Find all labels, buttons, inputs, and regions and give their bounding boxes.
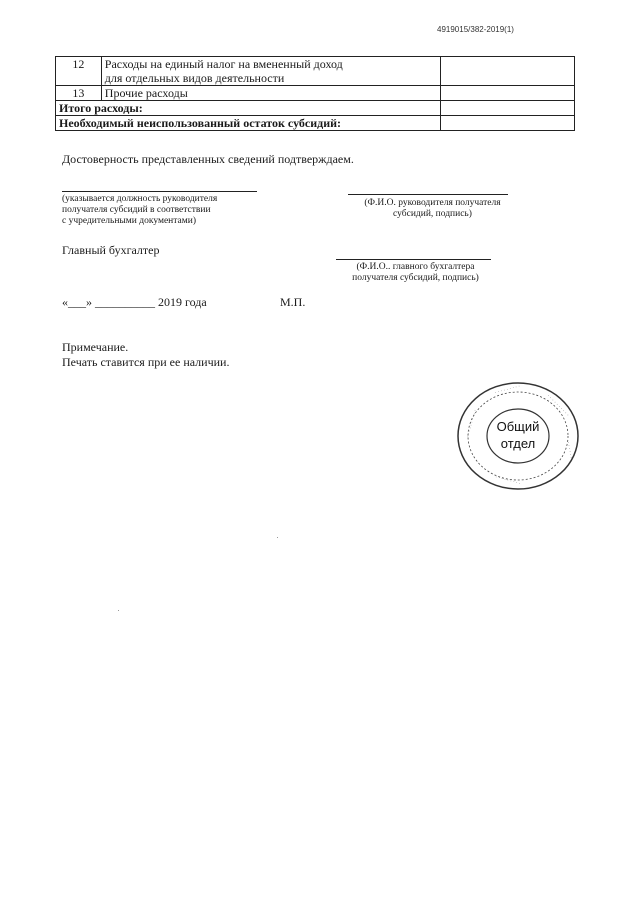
row-number: 13 <box>56 86 102 101</box>
total-row <box>56 101 575 116</box>
date-day-blank: ___ <box>68 295 86 309</box>
table-row <box>56 57 575 86</box>
confirmation-text: Достоверность представленных сведений подтверждаем. <box>62 152 354 166</box>
caption-line: (Ф.И.О.. главного бухгалтера <box>356 262 475 272</box>
svg-text:· · · · · · · · ·: · · · · · · · · · <box>494 474 522 487</box>
remainder-value <box>440 116 574 131</box>
svg-text:· · · · · · ·: · · · · · · · <box>565 441 575 463</box>
svg-text:· · · · · · · · ·: · · · · · · · · · <box>493 383 521 396</box>
remainder-label: Необходимый неиспользованный остаток субсидий: <box>56 116 441 131</box>
caption-line: (указывается должность руководителя <box>62 194 218 204</box>
total-label: Итого расходы: <box>56 101 441 116</box>
chief-accountant-label: Главный бухгалтер <box>62 243 160 257</box>
head-name-signature-line <box>348 194 508 195</box>
date-line <box>62 295 207 309</box>
caption-line: получателя субсидий, подпись) <box>352 273 479 283</box>
date-year: 2019 года <box>158 295 207 309</box>
row-description-line: для отдельных видов деятельности <box>104 71 285 85</box>
svg-text:· · · · · · · · · ·: · · · · · · · · · · <box>465 408 479 439</box>
remainder-row <box>56 116 575 131</box>
head-position-signature-line <box>62 191 257 192</box>
expenses-table <box>55 56 575 131</box>
accountant-caption <box>333 262 498 284</box>
stamp-line-2: отдел <box>500 436 536 451</box>
department-stamp <box>455 380 581 492</box>
row-description-line: Расходы на единый налог на вмененный доход <box>104 57 343 71</box>
caption-line: получателя субсидий в соответствии <box>62 205 211 215</box>
date-month-blank: __________ <box>95 295 155 309</box>
head-position-caption <box>62 194 217 227</box>
note-title: Примечание. <box>62 340 129 354</box>
row-value <box>440 57 574 86</box>
scan-speck <box>277 537 278 538</box>
stamp-line-1: Общий <box>496 419 540 434</box>
caption-line: (Ф.И.О. руководителя получателя <box>364 198 501 208</box>
scan-speck <box>118 610 119 611</box>
row-description <box>101 57 440 86</box>
accountant-signature-line <box>336 259 491 260</box>
caption-line: субсидий, подпись) <box>393 209 472 219</box>
note-text: Печать ставится при ее наличии. <box>62 355 230 369</box>
row-description-line: Прочие расходы <box>104 86 188 100</box>
row-value <box>440 86 574 101</box>
seal-place-label: М.П. <box>280 295 306 309</box>
date-close-quote: » <box>86 295 92 309</box>
caption-line: с учредительными документами) <box>62 216 197 226</box>
row-number: 12 <box>56 57 102 86</box>
document-id: 4919015/382-2019(1) <box>437 25 514 34</box>
total-value <box>440 101 574 116</box>
head-name-caption <box>340 198 525 220</box>
date-open-quote: « <box>62 295 68 309</box>
svg-text:· · · · · · · · · ·: · · · · · · · · · · <box>545 393 571 419</box>
table-row <box>56 86 575 101</box>
row-description <box>101 86 440 101</box>
